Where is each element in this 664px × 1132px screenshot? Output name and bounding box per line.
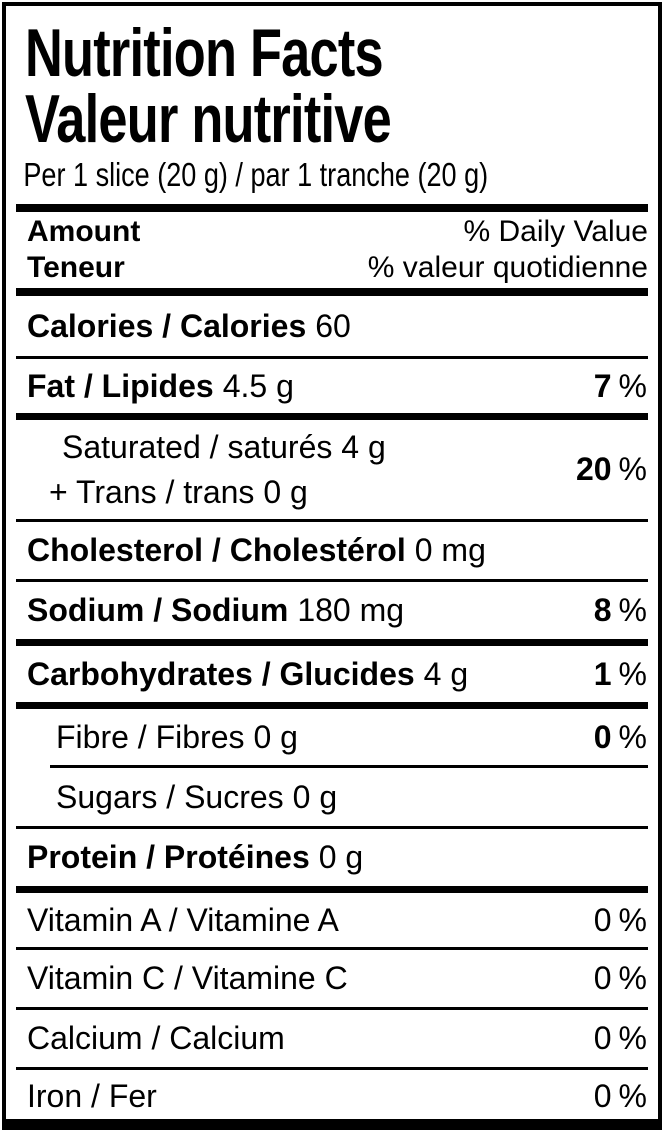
divider-thick [16,886,648,893]
divider-bar-top [16,204,648,212]
nutrient-name: Sodium / Sodium [27,592,289,628]
divider-thick [16,413,648,420]
nutrient-amount: 0 g [253,718,298,755]
daily-value: 1 % [593,655,647,692]
nutrient-amount: 0 mg [414,532,486,568]
row-carbohydrates [16,646,648,702]
trans-line: + Trans / trans 0 g [49,473,308,510]
row-vitamin-c [16,950,648,1007]
daily-value: 0 % [593,901,647,938]
title-english: Nutrition Facts [25,15,383,91]
nutrient-name: Cholesterol / Cholestérol [27,532,406,568]
row-calories [16,296,648,356]
nutrient-amount: 4 g [423,655,469,692]
daily-value: 8 % [593,592,647,628]
row-calcium [16,1010,648,1067]
serving-size-line: Per 1 slice (20 g) / par 1 tranche (20 g) [23,156,489,193]
row-saturated-trans [16,420,648,519]
nutrient-name: Carbohydrates / Glucides [27,655,415,692]
nutrient-name: Fat / Lipides [27,367,214,404]
amount-header [16,214,140,286]
daily-value-header-fr: % valeur quotidienne [367,251,648,284]
nutrient-name: Vitamin C / Vitamine C [27,960,348,996]
row-sugars [16,768,648,826]
daily-value: 7 % [593,367,647,404]
daily-value: 20 % [575,451,647,487]
row-fat [16,359,648,413]
daily-value: 0 % [593,960,647,996]
row-iron [16,1070,648,1123]
divider-thick [16,639,648,646]
daily-value-header [368,214,648,286]
daily-value: 0 % [593,1078,647,1114]
row-cholesterol [16,522,648,579]
nutrient-name: Fibre / Fibres [56,718,245,755]
nutrition-facts-table [2,2,662,1130]
nutrient-name: Vitamin A / Vitamine A [27,901,339,938]
daily-value: 0 % [593,718,647,755]
row-vitamin-a [16,893,648,947]
nutrient-name: Protein / Protéines [27,839,310,875]
nutrient-amount: 0 g [318,839,364,875]
amount-header-en: Amount [27,215,141,248]
row-protein [16,829,648,886]
nutrient-amount: 60 [315,307,351,344]
divider-thick [16,702,648,709]
nutrient-amount: 0 g [292,778,338,815]
nutrient-name: Calcium / Calcium [27,1020,285,1056]
nutrient-name: Iron / Fer [27,1078,157,1114]
row-fibre [16,709,648,765]
title-french: Valeur nutritive [25,81,391,157]
nutrient-amount: 180 mg [297,592,405,628]
amount-header-fr: Teneur [27,251,125,284]
daily-value: 0 % [593,1020,647,1056]
divider-bar-header [16,288,648,296]
row-sodium [16,582,648,639]
daily-value-header-en: % Daily Value [463,215,648,248]
saturated-line: Saturated / saturés 4 g [62,428,386,465]
column-header-row [16,212,648,288]
nutrient-amount: 4.5 g [222,367,294,404]
nutrient-name: Calories / Calories [27,307,307,344]
nutrient-name: Sugars / Sucres [56,778,284,815]
title-block [16,6,648,157]
